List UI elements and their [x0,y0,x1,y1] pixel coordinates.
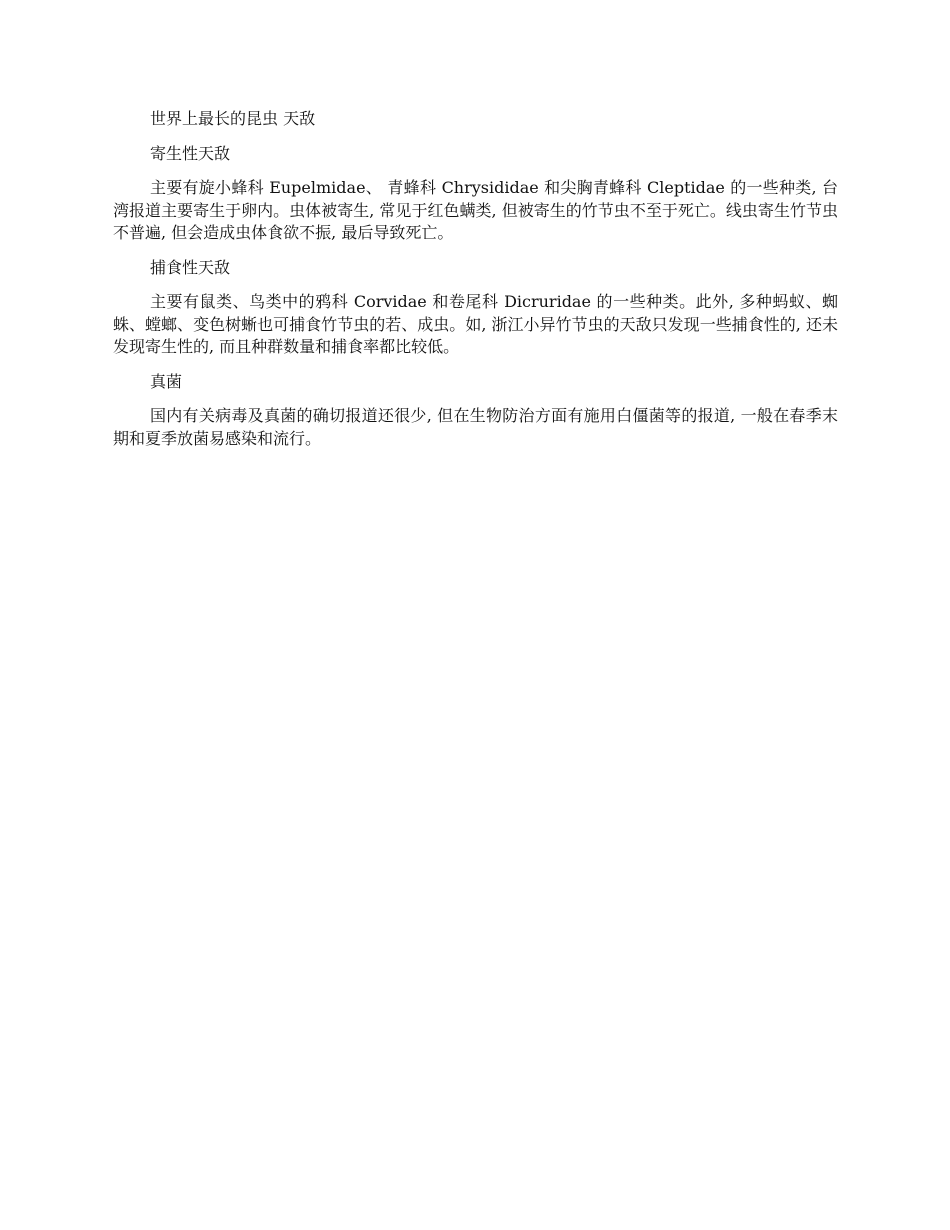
section-body-fungi: 国内有关病毒及真菌的确切报道还很少, 但在生物防治方面有施用白僵菌等的报道, 一般在春季末期和夏季放菌易感染和流行。 [113,406,838,448]
section-body-parasitic: 主要有旋小蜂科 Eupelmidae、 青蜂科 Chrysididae 和尖胸青蜂科 Cleptidae 的一些种类, 台湾报道主要寄生于卵内。虫体被寄生, 常见于红色螨类, 但被寄生的竹节虫不至于死亡。线虫寄生竹节虫不普遍, 但会造成虫体食欲不振, 最后导致死亡。 [113,178,838,242]
section-heading-parasitic: 寄生性天敌 [150,143,231,163]
document-page [113,108,838,462]
section-body-predatory: 主要有鼠类、鸟类中的鸦科 Corvidae 和卷尾科 Dicruridae 的一些种类。此外, 多种蚂蚁、蜘蛛、螳螂、变色树蜥也可捕食竹节虫的若、成虫。如, 浙江小异竹节虫的天敌只发现一些捕食性的, 还未发现寄生性的, 而且种群数量和捕食率都比较低。 [113,292,838,356]
section-heading-fungi: 真菌 [150,371,183,391]
document-title: 世界上最长的昆虫 天敌 [150,109,316,128]
section-heading-predatory: 捕食性天敌 [150,257,231,277]
